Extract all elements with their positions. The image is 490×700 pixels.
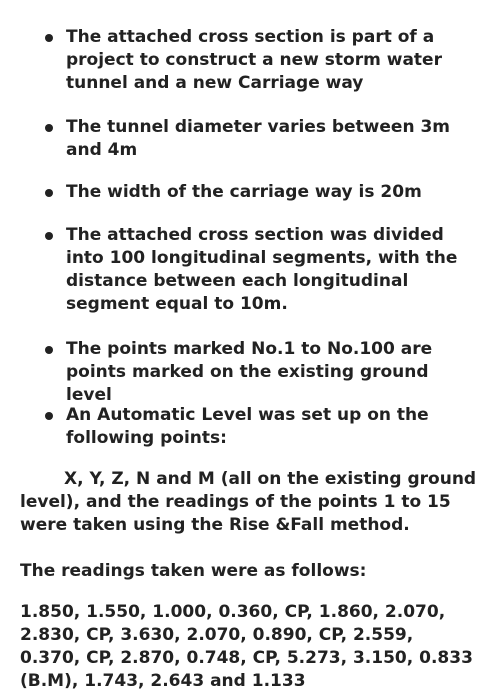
readings-paragraph: 1.850, 1.550, 1.000, 0.360, CP, 1.860, 2.070, 2.830, CP, 3.630, 2.070, 0.890, CP, 2.559, 0.370, CP, 2.870, 0.748, CP, 5.273, 3.150, 0.833 (B.M), 1.743, 2.643 and 1.133 bbox=[20, 602, 473, 691]
setup-points-paragraph bbox=[20, 468, 478, 537]
bullet-text: The points marked No.1 to No.100 are points marked on the existing ground level bbox=[66, 339, 433, 405]
bullet-dot-icon bbox=[45, 124, 53, 132]
readings-heading: The readings taken were as follows: bbox=[20, 561, 367, 581]
bullet-dot-icon bbox=[45, 189, 53, 197]
bullet-dot-icon bbox=[45, 412, 53, 420]
bullet-text: An Automatic Level was set up on the following points: bbox=[66, 405, 429, 448]
bullet-text: The attached cross section was divided into 100 longitudinal segments, with the distance between each longitudinal segment equal to 10m. bbox=[66, 225, 458, 314]
bullet-text: The attached cross section is part of a project to construct a new storm water tunnel and a new Carriage way bbox=[66, 27, 442, 93]
bullet-dot-icon bbox=[45, 346, 53, 354]
setup-points-text: X, Y, Z, N and M (all on the existing ground level), and the readings of the points 1 to 15 were taken using the Rise &Fall method. bbox=[20, 469, 477, 535]
bullet-text: The tunnel diameter varies between 3m and 4m bbox=[66, 117, 451, 160]
bullet-dot-icon bbox=[45, 34, 53, 42]
bullet-text: The width of the carriage way is 20m bbox=[66, 182, 422, 202]
bullet-dot-icon bbox=[45, 232, 53, 240]
